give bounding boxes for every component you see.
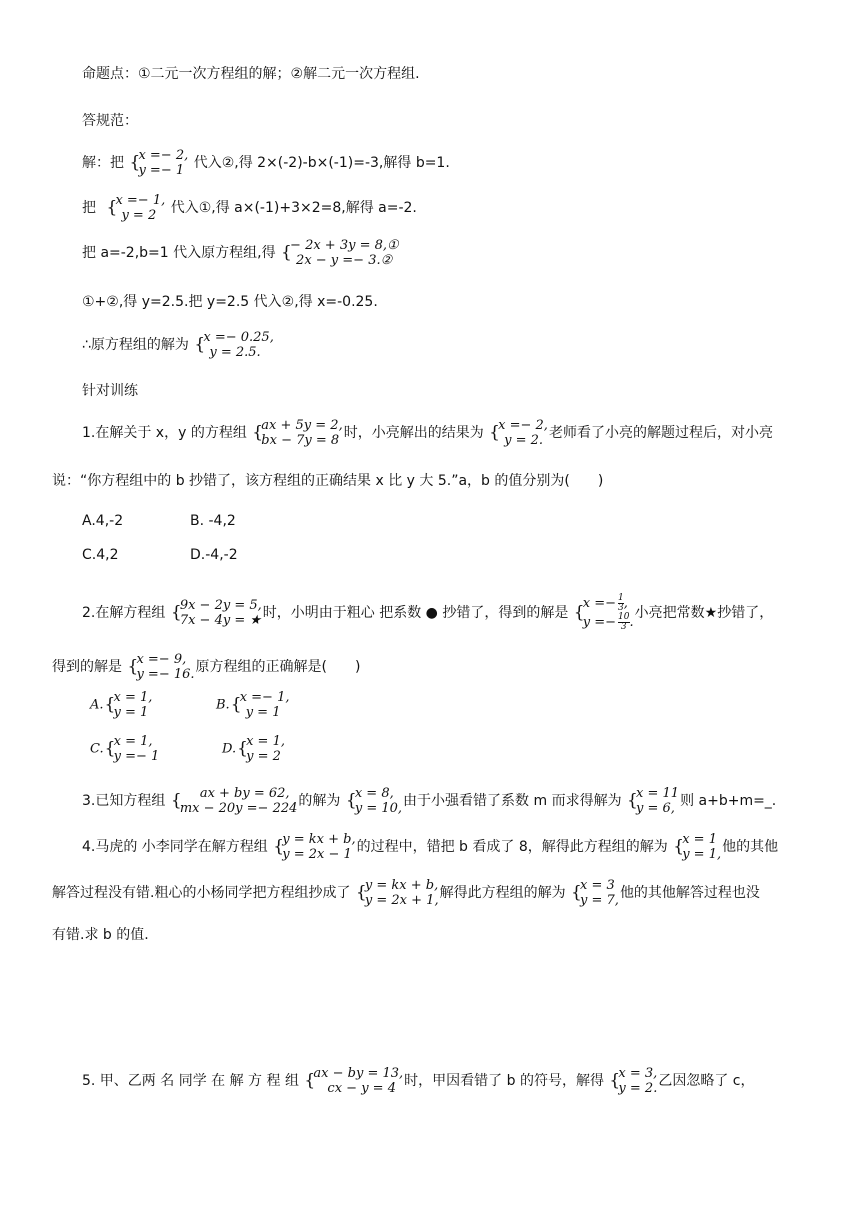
option-label: B.	[216, 697, 230, 713]
text: 2.在解方程组	[82, 605, 166, 621]
row: { y = kx + b,	[282, 832, 356, 847]
row: { x = 1	[682, 832, 717, 847]
row: y = 1	[113, 705, 149, 720]
text: 4.马虎的 小李同学在解方程组	[82, 839, 268, 855]
option-c: C.4,2	[82, 547, 119, 563]
row: { x = 1,	[246, 734, 285, 749]
row: mx − 20y =− 224	[179, 801, 298, 816]
system	[304, 1066, 403, 1096]
row: 7x − 4y = ★	[179, 613, 261, 628]
solution-line-3	[82, 238, 400, 268]
denominator: 3	[620, 622, 627, 632]
option-a	[90, 690, 153, 720]
text: 时，小亮解出的结果为	[343, 425, 484, 441]
row: y = 2	[121, 208, 157, 223]
text: 小亮把常数★抄错了，	[634, 605, 774, 621]
system	[231, 690, 290, 720]
option-a: A.4,-2	[82, 513, 124, 529]
row: { ax − by = 13,	[313, 1066, 404, 1081]
row: y = 6,	[636, 801, 675, 816]
row: y = 2.5.	[209, 345, 261, 360]
solution-line-4: ①+②,得 y=2.5.把 y=2.5 代入②,得 x=-0.25.	[82, 294, 378, 310]
row: { x =− 1,	[239, 690, 290, 705]
system	[609, 1066, 657, 1096]
row: y =− 1	[138, 163, 185, 178]
system	[105, 690, 153, 720]
text: 3.已知方程组	[82, 793, 166, 809]
system	[252, 418, 342, 448]
text: 乙因忽略了 c，	[658, 1073, 755, 1089]
row: { x =− 2,	[138, 148, 189, 163]
system	[194, 330, 273, 360]
row: 2x − y =− 3.②	[296, 253, 393, 268]
row: bx − 7y = 8	[261, 433, 340, 448]
question-1	[82, 418, 773, 448]
option-d: D.-4,-2	[190, 547, 238, 563]
text: 1.在解关于 x，y 的方程组	[82, 425, 247, 441]
text: 他的其他	[722, 839, 779, 855]
text: 得到的解是	[52, 659, 122, 675]
option-label: A.	[90, 697, 104, 713]
row: { x = 1,	[113, 690, 153, 705]
solution-line-5	[82, 330, 275, 360]
option-b	[216, 690, 290, 720]
question-3	[82, 786, 776, 816]
option-d	[222, 734, 286, 764]
text: 代入①,得 a×(-1)+3×2=8,解得 a=-2.	[170, 200, 417, 216]
system	[571, 878, 619, 908]
text: 的解为	[298, 793, 341, 809]
solution-line-2	[82, 193, 417, 223]
row: y = 2x + 1,	[364, 893, 439, 908]
numerator: 1	[618, 593, 624, 603]
system	[273, 832, 355, 862]
option-c	[90, 734, 160, 764]
row: cx − y = 4	[327, 1081, 396, 1096]
text: 把 a=-2,b=1 代入原方程组,得	[82, 245, 276, 261]
row: { 9x − 2y = 5,	[179, 598, 262, 613]
row: { ax + 5y = 2,	[261, 418, 343, 433]
row: y =− 16.	[136, 667, 195, 682]
system	[356, 878, 439, 908]
text: ∴原方程组的解为	[82, 337, 189, 353]
text: 老师看了小亮的解题过程后，对小亮	[548, 425, 773, 441]
question-4	[82, 832, 778, 862]
numerator: 10	[618, 612, 630, 622]
question-4-line-2	[52, 878, 760, 908]
row: { x = 1,	[113, 734, 153, 749]
question-4-line-3: 有错.求 b 的值.	[52, 927, 149, 943]
system	[127, 652, 194, 682]
text: 5. 甲、乙两 名 同学 在 解 方 程 组	[82, 1073, 299, 1089]
fraction	[618, 613, 629, 632]
row: y = 2.	[504, 433, 544, 448]
system	[673, 832, 721, 862]
row: y = 2	[246, 749, 281, 764]
text: 解答过程没有错.粗心的小杨同学把方程组抄成了	[52, 885, 351, 901]
row: { x = 11	[636, 786, 680, 801]
row: { x = 3	[580, 878, 615, 893]
system	[129, 148, 188, 178]
row: { x =− 9,	[136, 652, 187, 667]
text: 他的其他解答过程也没	[619, 885, 760, 901]
lhs: x =−	[582, 596, 617, 611]
row: { x = 3,	[618, 1066, 658, 1081]
row: { y = kx + b,	[364, 878, 439, 893]
denominator: 3	[618, 603, 624, 613]
row: y = 1	[245, 705, 281, 720]
row: { x =− 2,	[498, 418, 548, 433]
option-label: C.	[90, 741, 104, 757]
system	[627, 786, 679, 816]
training-title: 针对训练	[82, 383, 138, 399]
row: y =− 1	[113, 749, 160, 764]
row: { − 2x + 3y = 8,①	[290, 238, 399, 253]
fraction-system	[574, 594, 634, 632]
text: 把	[82, 200, 96, 216]
system	[281, 238, 399, 268]
system	[489, 418, 548, 448]
row: y = 2x − 1	[282, 847, 352, 862]
row: y = 7,	[580, 893, 619, 908]
system	[346, 786, 402, 816]
text: 原方程组的正确解是( )	[195, 659, 361, 675]
question-2-line-2	[52, 652, 360, 682]
text: 时，甲因看错了 b 的符号，解得	[404, 1073, 604, 1089]
solution-line-1	[82, 148, 450, 178]
option-b: B. -4,2	[190, 513, 236, 529]
text: 则 a+b+m=_.	[680, 793, 777, 809]
row: y = 10,	[354, 801, 403, 816]
row: y = 2.	[618, 1081, 658, 1096]
text: 解得此方程组的解为	[439, 885, 566, 901]
text: 由于小强看错了系数 m 而求得解为	[403, 793, 622, 809]
question-5	[82, 1066, 754, 1096]
row: { x =− $\frac{1}{3}$ ,	[582, 593, 628, 613]
question-1-line-2: 说：“你方程组中的 b 抄错了，该方程组的正确结果 x 比 y 大 5.”a，b 的值分别为( )	[52, 473, 604, 489]
text: 解：把	[82, 155, 124, 171]
row: { x =− 1,	[115, 193, 166, 208]
system	[237, 734, 285, 764]
system	[105, 734, 160, 764]
row: y = 1,	[682, 847, 722, 862]
row: { ax + by = 62,	[199, 786, 290, 801]
row: { x =− 0.25,	[203, 330, 274, 345]
proposition-points: 命题点：①二元一次方程组的解；②解二元一次方程组.	[82, 66, 420, 82]
lhs: y =−	[582, 615, 617, 630]
answer-label: 答规范：	[82, 113, 138, 129]
fraction	[618, 594, 624, 613]
option-label: D.	[222, 741, 237, 757]
row: y =− $\frac{10}{3}$ .	[582, 612, 634, 632]
text: 时，小明由于粗心 把系数 ● 抄错了，得到的解是	[262, 605, 569, 621]
question-2	[82, 594, 773, 632]
text: 的过程中，错把 b 看成了 8，解得此方程组的解为	[356, 839, 668, 855]
row: { x = 8,	[354, 786, 394, 801]
system	[106, 193, 165, 223]
system	[171, 598, 262, 628]
text: 代入②,得 2×(-2)-b×(-1)=-3,解得 b=1.	[193, 155, 450, 171]
system	[171, 786, 298, 816]
